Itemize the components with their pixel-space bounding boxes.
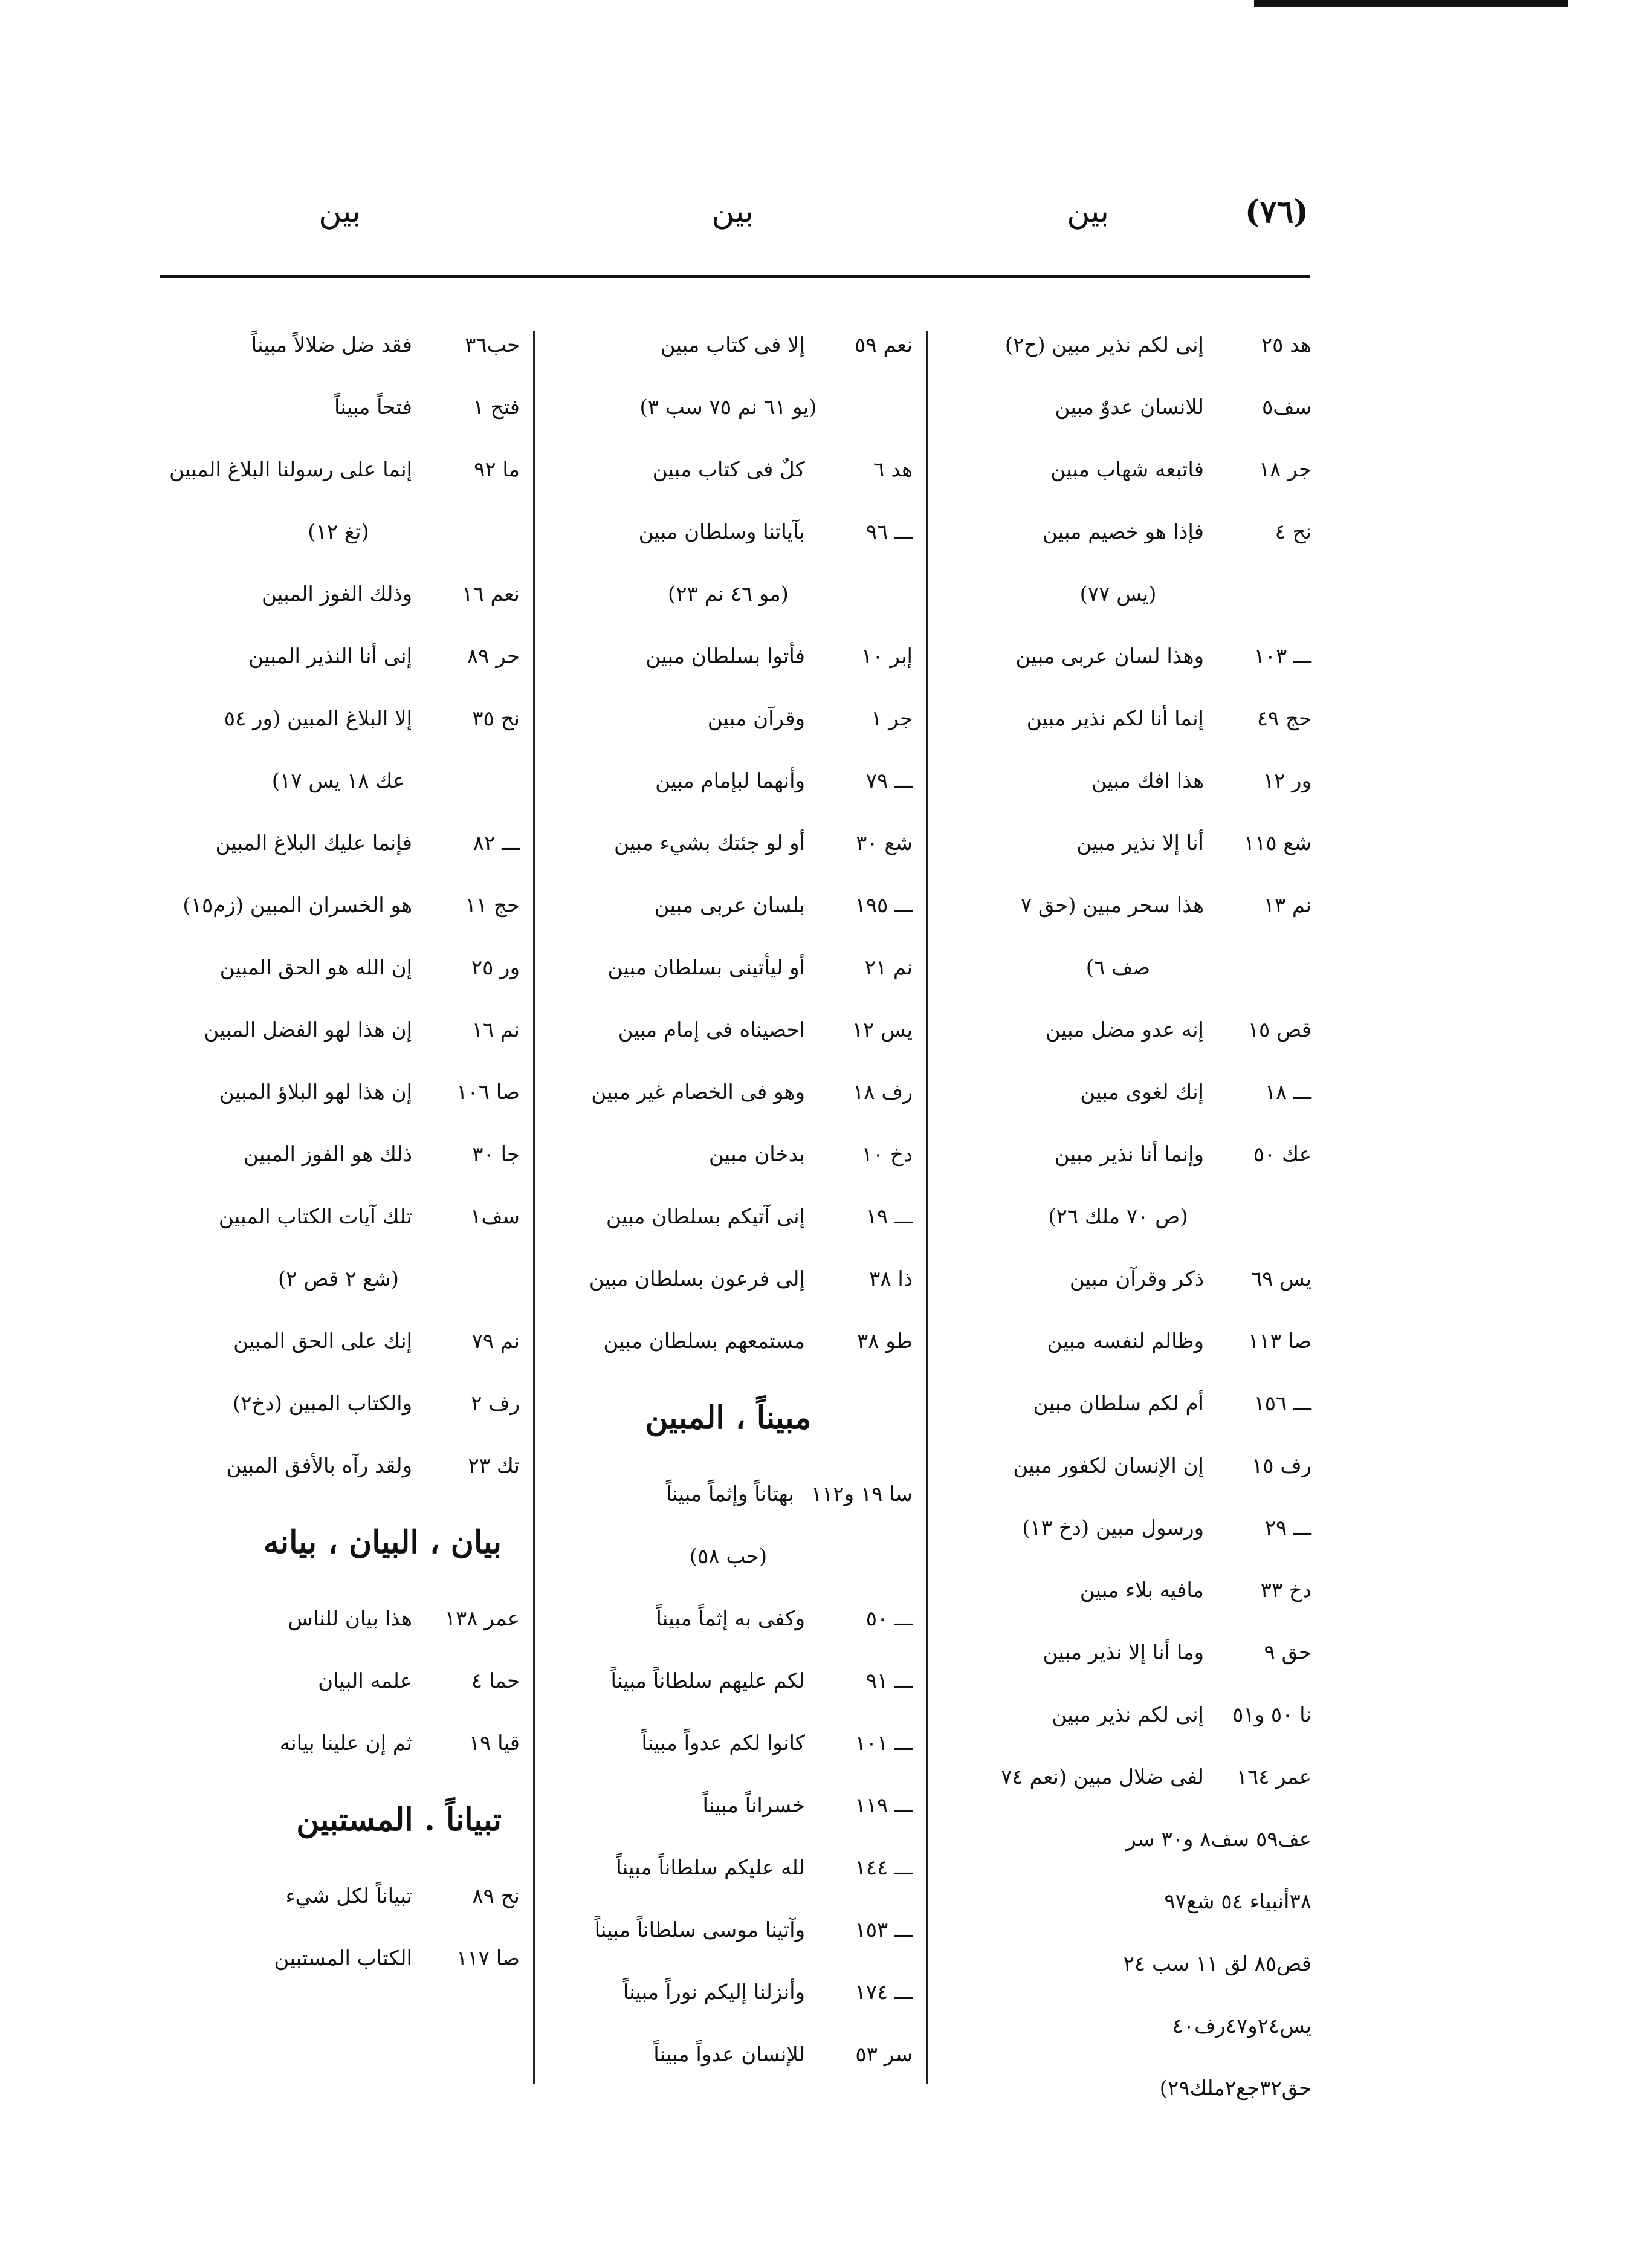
- concordance-entry: [544, 1837, 913, 1899]
- concordance-entry: [544, 1962, 913, 2024]
- verse-reference: عك ٥٠: [1253, 1142, 1311, 1167]
- verse-text: إنما أنا لكم نذير مبين: [1026, 707, 1204, 731]
- verse-text: وقرآن مبين: [707, 707, 805, 731]
- verse-reference: نم ٧٩: [471, 1329, 520, 1353]
- verse-text: وهذا لسان عربى مبين: [1015, 644, 1204, 669]
- entry-continuation: (حب ٥٨): [689, 1544, 768, 1569]
- verse-reference: حب٣٦: [465, 333, 520, 357]
- verse-text: لكم عليهم سلطاناً مبيناً: [610, 1669, 805, 1693]
- verse-text: وهو فى الخصام غير مبين: [591, 1080, 805, 1104]
- verse-text: مستمعهم بسلطان مبين: [603, 1329, 805, 1353]
- verse-reference: تك ٢٣: [468, 1454, 520, 1478]
- entry-continuation: قص٨٥ لق ١١ سب ٢٤: [1123, 1952, 1311, 1976]
- column-divider-left: [533, 331, 535, 2084]
- verse-reference: ـــ ٥٠: [865, 1607, 913, 1631]
- concordance-entry: [157, 1928, 520, 1990]
- verse-reference: جر ١: [871, 707, 913, 731]
- concordance-entry: [157, 1061, 520, 1124]
- verse-text: بلسان عربى مبين: [654, 893, 805, 918]
- concordance-entry: [544, 1061, 913, 1124]
- concordance-entry: [925, 1061, 1311, 1124]
- concordance-entry: [157, 1650, 520, 1712]
- concordance-entry: [544, 501, 913, 563]
- concordance-entry: [157, 1712, 520, 1775]
- verse-text: فاتبعه شهاب مبين: [1050, 458, 1204, 482]
- verse-reference: نا ٥٠ و٥١: [1232, 1703, 1311, 1727]
- header-word-right: بين: [1067, 193, 1109, 230]
- verse-text: كلٌ فى كتاب مبين: [652, 458, 805, 482]
- concordance-entry: [157, 563, 520, 626]
- verse-text: للإنسان عدواً مبيناً: [653, 2043, 805, 2067]
- entry-continuation: (ص ٧٠ ملك ٢٦): [1048, 1205, 1188, 1229]
- concordance-entry: [544, 875, 913, 937]
- verse-reference: ـــ ٩٦: [865, 520, 913, 544]
- verse-reference: ـــ ١٨: [1264, 1080, 1311, 1104]
- verse-reference: ـــ ٧٩: [865, 769, 913, 793]
- header-word-left: بين: [319, 193, 361, 230]
- concordance-entry: [925, 875, 1311, 937]
- verse-reference: رف ٢: [471, 1392, 520, 1416]
- verse-text: إلى فرعون بسلطان مبين: [589, 1267, 805, 1291]
- entry-continuation: عف٥٩ سف٨ و٣٠ سر: [1126, 1827, 1311, 1852]
- entry-continuation: ٣٨أنبياء ٥٤ شع٩٧: [1164, 1890, 1311, 1914]
- verse-reference: ـــ ١٥٦: [1253, 1392, 1311, 1416]
- verse-text: ورسول مبين (دخ ١٣): [1022, 1516, 1204, 1540]
- column-left: [157, 314, 520, 1990]
- verse-text: وذلك الفوز المبين: [261, 582, 412, 606]
- verse-reference: دخ ١٠: [861, 1142, 913, 1167]
- verse-text: إنه عدو مضل مبين: [1045, 1018, 1204, 1042]
- verse-reference: ـــ ١٩٥: [855, 893, 913, 918]
- concordance-entry: [544, 1124, 913, 1186]
- verse-text: تلك آيات الكتاب المبين: [218, 1205, 412, 1229]
- concordance-entry: [544, 1775, 913, 1837]
- verse-reference: حج ٤٩: [1256, 707, 1311, 731]
- verse-reference: دخ ٣٣: [1260, 1578, 1311, 1602]
- column-right: [925, 314, 1311, 2120]
- verse-reference: عمر ١٣٨: [444, 1607, 520, 1631]
- concordance-entry: [544, 1186, 913, 1248]
- verse-text: للانسان عدوٌ مبين: [1055, 395, 1204, 420]
- verse-text: هذا سحر مبين (حق ٧: [1020, 893, 1204, 918]
- verse-reference: حما ٤: [471, 1669, 520, 1693]
- verse-reference: ـــ ٩١: [865, 1669, 913, 1693]
- verse-reference: سف١: [470, 1205, 520, 1229]
- verse-reference: شع ١١٥: [1243, 831, 1311, 855]
- verse-reference: رف ١٨: [852, 1080, 913, 1104]
- verse-reference: نعم ١٦: [462, 582, 520, 606]
- concordance-entry: [925, 1435, 1311, 1497]
- concordance-entry: [157, 1588, 520, 1650]
- verse-reference: صا ١١٧: [456, 1946, 520, 1971]
- concordance-entry: [925, 1311, 1311, 1373]
- verse-text: إنى أنا النذير المبين: [248, 644, 412, 669]
- verse-reference: ور ٢٥: [471, 956, 520, 980]
- verse-reference: نم ١٦: [471, 1018, 520, 1042]
- verse-reference: سر ٥٣: [855, 2043, 913, 2067]
- verse-text: وآتينا موسى سلطاناً مبيناً: [594, 1918, 805, 1942]
- verse-text: إن هذا لهو البلاؤ المبين: [219, 1080, 412, 1104]
- concordance-entry: [544, 439, 913, 501]
- verse-reference: حر ٨٩: [467, 644, 520, 669]
- concordance-entry: [925, 999, 1311, 1061]
- verse-reference: فتح ١: [473, 395, 520, 420]
- verse-text: إلا البلاغ المبين (ور ٥٤: [224, 707, 412, 731]
- verse-reference: نم ٢١: [864, 956, 913, 980]
- concordance-entry: [157, 1124, 520, 1186]
- verse-text: إنى لكم نذير مبين (ح٢): [1004, 333, 1204, 357]
- verse-text: أو لو جئتك بشيء مبين: [614, 831, 805, 855]
- verse-text: مافيه بلاء مبين: [1079, 1578, 1204, 1602]
- verse-reference: جا ٣٠: [472, 1142, 520, 1167]
- verse-text: ذكر وقرآن مبين: [1069, 1267, 1204, 1291]
- concordance-entry: [544, 626, 913, 688]
- verse-text: أنا إلا نذير مبين: [1076, 831, 1204, 855]
- verse-reference: نح ٤: [1275, 520, 1311, 544]
- verse-reference: يس ١٢: [852, 1018, 913, 1042]
- entry-continuation: (يو ٦١ نم ٧٥ سب ٣): [639, 395, 817, 420]
- concordance-entry: [157, 439, 520, 501]
- section-heading: تبياناً . المستبين: [296, 1801, 502, 1838]
- verse-reference: ـــ ١٩: [865, 1205, 913, 1229]
- concordance-entry: [544, 2024, 913, 2086]
- verse-text: إلا فى كتاب مبين: [660, 333, 805, 357]
- concordance-entry: [925, 1248, 1311, 1311]
- concordance-entry: [544, 1248, 913, 1311]
- entry-continuation: عك ١٨ يس ١٧): [271, 769, 406, 793]
- verse-text: لله عليكم سلطاناً مبيناً: [616, 1856, 805, 1880]
- verse-reference: حج ١١: [465, 893, 520, 918]
- entry-continuation: (تغ ١٢): [308, 520, 369, 544]
- entry-continuation: (مو ٤٦ نم ٢٣): [668, 582, 789, 606]
- concordance-entry: [157, 937, 520, 999]
- concordance-entry: [544, 937, 913, 999]
- verse-text: إنى لكم نذير مبين: [1052, 1703, 1204, 1727]
- verse-reference: قص ١٥: [1247, 1018, 1311, 1042]
- verse-reference: ـــ ١٥٣: [855, 1918, 913, 1942]
- header-rule: [160, 275, 1310, 278]
- verse-reference: إبر ١٠: [861, 644, 913, 669]
- concordance-entry: [925, 1684, 1311, 1746]
- verse-text: وإنما أنا نذير مبين: [1054, 1142, 1204, 1167]
- verse-text: إن هذا لهو الفضل المبين: [204, 1018, 412, 1042]
- verse-text: بهتاناً وإثماً مبيناً: [665, 1482, 794, 1506]
- verse-reference: يس ٦٩: [1250, 1267, 1311, 1291]
- verse-reference: نعم ٥٩: [855, 333, 913, 357]
- verse-text: فتحاً مبيناً: [334, 395, 412, 420]
- concordance-entry: [157, 626, 520, 688]
- page-header: [160, 193, 1308, 242]
- verse-text: والكتاب المبين (دخ٢): [233, 1392, 412, 1416]
- concordance-entry: [544, 1463, 913, 1526]
- verse-reference: ذا ٣٨: [869, 1267, 913, 1291]
- scan-edge-mark: [1254, 0, 1568, 7]
- verse-text: إنى آتيكم بسلطان مبين: [606, 1205, 805, 1229]
- verse-text: إن الله هو الحق المبين: [219, 956, 412, 980]
- verse-text: ثم إن علينا بيانه: [279, 1731, 412, 1755]
- verse-text: وأنهما لبإمام مبين: [655, 769, 805, 793]
- verse-text: فأتوا بسلطان مبين: [645, 644, 805, 669]
- concordance-entry: [544, 688, 913, 750]
- entry-continuation: (شع ٢ قص ٢): [278, 1267, 399, 1291]
- verse-text: فإنما عليك البلاغ المبين: [215, 831, 412, 855]
- verse-reference: نح ٨٩: [472, 1884, 520, 1908]
- verse-text: فإذا هو خصيم مبين: [1042, 520, 1204, 544]
- verse-text: الكتاب المستبين: [274, 1946, 412, 1971]
- concordance-entry: [544, 1712, 913, 1775]
- verse-text: ذلك هو الفوز المبين: [244, 1142, 412, 1167]
- verse-reference: صا ١٠٦: [456, 1080, 520, 1104]
- verse-text: بدخان مبين: [708, 1142, 805, 1167]
- verse-reference: ـــ ١١٩: [855, 1793, 913, 1818]
- verse-reference: جر ١٨: [1258, 458, 1311, 482]
- entry-continuation: صف ٦): [1085, 956, 1151, 980]
- verse-text: إن الإنسان لكفور مبين: [1013, 1454, 1204, 1478]
- verse-text: وكفى به إثماً مبيناً: [656, 1607, 805, 1631]
- entry-continuation: (يس ٧٧): [1079, 582, 1157, 606]
- verse-reference: ـــ ٨٢: [473, 831, 520, 855]
- concordance-entry: [157, 688, 520, 750]
- concordance-entry: [925, 688, 1311, 750]
- verse-text: إنك على الحق المبين: [233, 1329, 412, 1353]
- verse-text: هو الخسران المبين (زم١٥): [183, 893, 412, 918]
- verse-reference: نح ٣٥: [472, 707, 520, 731]
- verse-text: أو ليأتينى بسلطان مبين: [607, 956, 805, 980]
- verse-text: ولقد رآه بالأفق المبين: [226, 1454, 412, 1478]
- concordance-entry: [544, 1899, 913, 1962]
- concordance-entry: [544, 1588, 913, 1650]
- verse-reference: ور ١٢: [1263, 769, 1311, 793]
- verse-reference: قيا ١٩: [468, 1731, 520, 1755]
- verse-reference: صا ١١٣: [1248, 1329, 1311, 1353]
- column-middle: [544, 314, 913, 2086]
- verse-text: وما أنا إلا نذير مبين: [1043, 1641, 1204, 1665]
- verse-text: علمه البيان: [318, 1669, 412, 1693]
- concordance-entry: [157, 1311, 520, 1373]
- concordance-entry: [544, 812, 913, 875]
- verse-text: لفى ضلال مبين (نعم ٧٤: [1001, 1765, 1204, 1789]
- verse-reference: ـــ ١٠١: [855, 1731, 913, 1755]
- verse-reference: سا ١٩ و١١٢: [810, 1482, 913, 1506]
- concordance-entry: [544, 999, 913, 1061]
- concordance-entry: [544, 1650, 913, 1712]
- concordance-entry: [925, 377, 1311, 439]
- verse-reference: ـــ ١٤٤: [855, 1856, 913, 1880]
- verse-reference: سف٥: [1262, 395, 1311, 420]
- verse-text: هذا افك مبين: [1091, 769, 1204, 793]
- verse-reference: ـــ ١٧٤: [855, 1980, 913, 2004]
- verse-reference: شع ٣٠: [856, 831, 913, 855]
- concordance-entry: [544, 314, 913, 377]
- verse-text: وأنزلنا إليكم نوراً مبيناً: [622, 1980, 805, 2004]
- concordance-entry: [925, 1497, 1311, 1560]
- concordance-entry: [925, 626, 1311, 688]
- header-word-middle: بين: [711, 193, 754, 230]
- page-number: (٧٦): [1244, 193, 1308, 230]
- verse-reference: ما ٩٢: [474, 458, 520, 482]
- concordance-entry: [157, 377, 520, 439]
- verse-reference: هد ٦: [873, 458, 913, 482]
- section-heading: بيان ، البيان ، بيانه: [263, 1524, 502, 1561]
- concordance-entry: [544, 750, 913, 812]
- concordance-entry: [925, 1373, 1311, 1435]
- verse-text: هذا بيان للناس: [288, 1607, 412, 1631]
- verse-reference: ـــ ٢٩: [1264, 1516, 1311, 1540]
- verse-text: إنما على رسولنا البلاغ المبين: [169, 458, 412, 482]
- verse-reference: رف ١٥: [1251, 1454, 1311, 1478]
- verse-text: أم لكم سلطان مبين: [1033, 1392, 1204, 1416]
- concordance-entry: [925, 439, 1311, 501]
- verse-reference: ـــ ١٠٣: [1253, 644, 1311, 669]
- concordance-entry: [157, 999, 520, 1061]
- verse-reference: طو ٣٨: [857, 1329, 913, 1353]
- concordance-entry: [925, 812, 1311, 875]
- concordance-entry: [925, 314, 1311, 377]
- verse-reference: حق ٩: [1264, 1641, 1311, 1665]
- verse-reference: عمر ١٦٤: [1236, 1765, 1311, 1789]
- verse-text: احصيناه فى إمام مبين: [618, 1018, 805, 1042]
- verse-text: وظالم لنفسه مبين: [1047, 1329, 1204, 1353]
- concordance-entry: [157, 314, 520, 377]
- concordance-entry: [925, 501, 1311, 563]
- verse-reference: نم ١٣: [1263, 893, 1311, 918]
- verse-text: بآياتنا وسلطان مبين: [638, 520, 805, 544]
- concordance-entry: [925, 1124, 1311, 1186]
- verse-reference: هد ٢٥: [1261, 333, 1311, 357]
- concordance-entry: [157, 1435, 520, 1497]
- concordance-entry: [925, 1746, 1311, 1809]
- entry-continuation: يس٢٤و٤٧رف٤٠: [1172, 2014, 1311, 2038]
- concordance-entry: [925, 750, 1311, 812]
- verse-text: خسراناً مبيناً: [702, 1793, 805, 1818]
- concordance-entry: [157, 1186, 520, 1248]
- verse-text: تبياناً لكل شيء: [285, 1884, 412, 1908]
- concordance-entry: [925, 1560, 1311, 1622]
- concordance-entry: [544, 1311, 913, 1373]
- concordance-entry: [157, 1865, 520, 1928]
- section-heading: مبيناً ، المبين: [645, 1399, 812, 1436]
- concordance-entry: [157, 812, 520, 875]
- concordance-entry: [925, 1622, 1311, 1684]
- verse-text: فقد ضل ضلالاً مبيناً: [251, 333, 412, 357]
- verse-text: كانوا لكم عدواً مبيناً: [641, 1731, 805, 1755]
- verse-text: إنك لغوى مبين: [1080, 1080, 1204, 1104]
- concordance-entry: [157, 875, 520, 937]
- entry-continuation: حق٣٢جع٢ملك٢٩): [1159, 2076, 1311, 2101]
- concordance-entry: [157, 1373, 520, 1435]
